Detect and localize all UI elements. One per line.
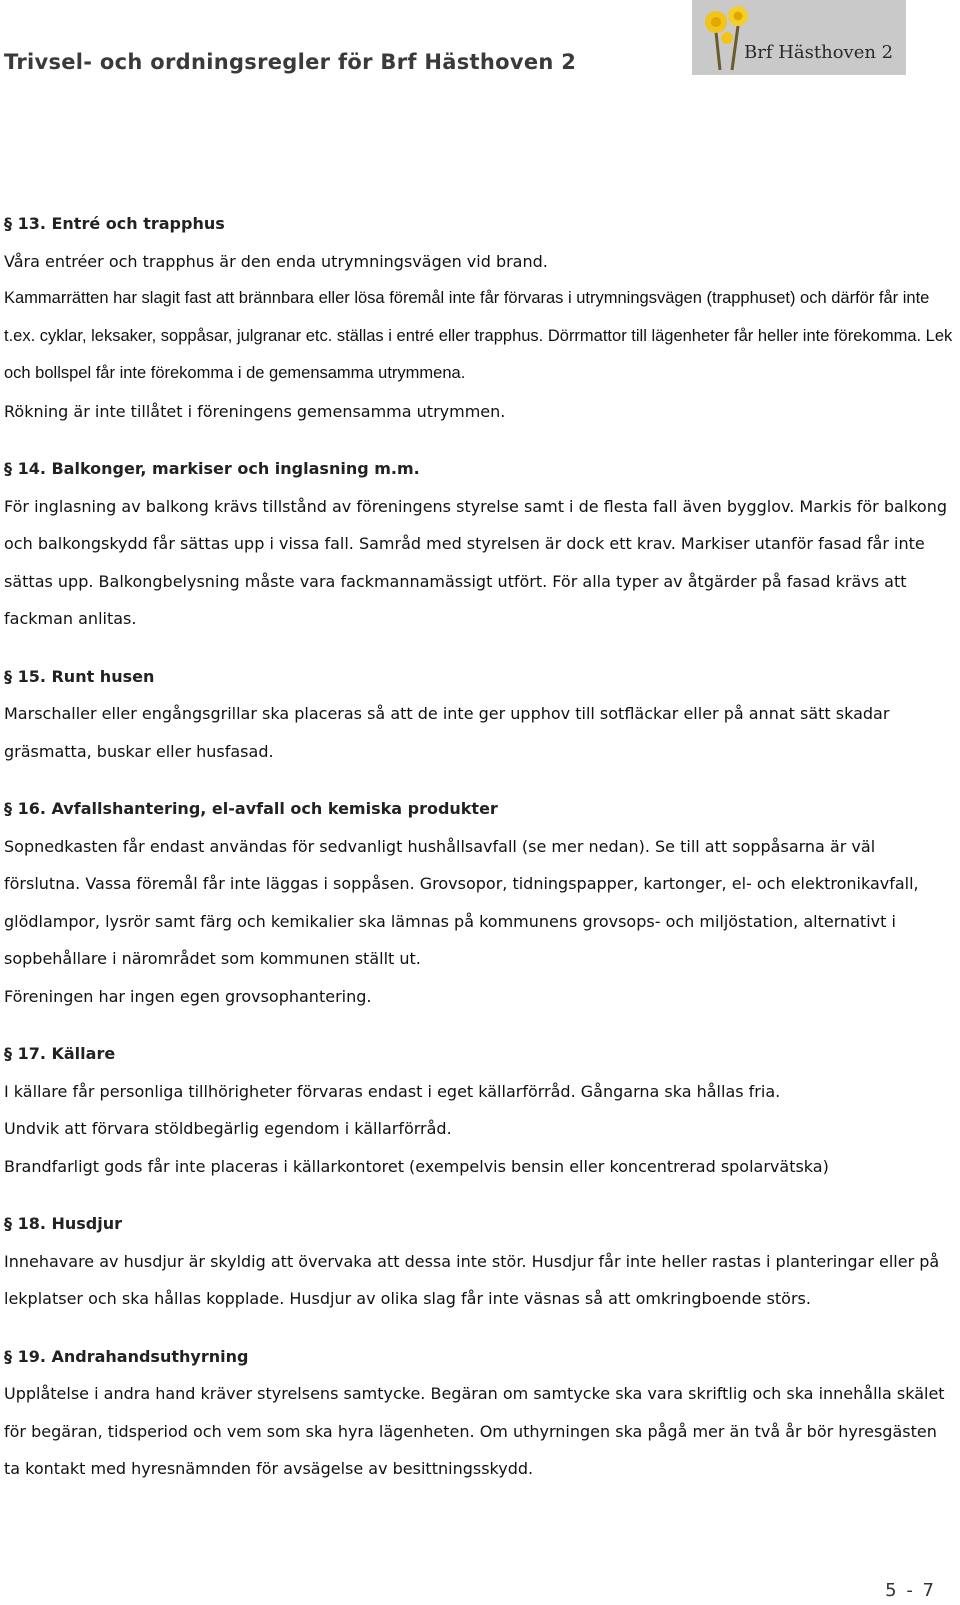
paragraph: Våra entréer och trapphus är den enda utrymningsvägen vid brand. — [4, 251, 548, 271]
section-13 — [4, 205, 954, 430]
page-number: 5 - 7 — [885, 1580, 936, 1601]
document-title: Trivsel- och ordningsregler för Brf Hästhoven 2 — [4, 50, 577, 74]
section-heading: § 13. Entré och trapphus — [4, 214, 225, 233]
paragraph: Föreningen har ingen egen grovsophantering. — [4, 986, 372, 1006]
section-16 — [4, 790, 954, 1015]
document-body — [4, 205, 954, 1508]
association-logo — [692, 0, 906, 75]
paragraph: Rökning är inte tillåtet i föreningens gemensamma utrymmen. — [4, 401, 506, 421]
paragraph: Undvik att förvara stöldbegärlig egendom i källarförråd. — [4, 1119, 452, 1138]
logo-text: Brf Hästhoven 2 — [744, 42, 894, 63]
section-19 — [4, 1338, 954, 1488]
paragraph: Upplåtelse i andra hand kräver styrelsens samtycke. Begäran om samtycke ska vara skriftlig och ska innehålla skälet för begäran, tidsperiod och vem som ska hyra lägenheten. Om uthyrningen ska pågå mer än två år bör hyresgästen ta kontakt med hyresnämnden för avsägelse av besittningsskydd. — [4, 1384, 945, 1478]
paragraph: Sopnedkasten får endast användas för sedvanligt hushållsavfall (se mer nedan). Se till att soppåsarna är väl förslutna. Vassa föremål får inte läggas i soppåsen. Grovsopor, tidningspapper, kartonger, el- och elektronikavfall, glödlampor, lysrör samt färg och kemikalier ska lämnas på kommunens grovsops- och miljöstation, alternativt i sopbehållare i närområdet som kommunen ställt ut. — [4, 836, 919, 968]
section-heading: § 14. Balkonger, markiser och inglasning m.m. — [4, 459, 420, 478]
section-heading: § 18. Husdjur — [4, 1214, 123, 1233]
paragraph: Brandfarligt gods får inte placeras i källarkontoret (exempelvis bensin eller koncentrerad spolarvätska) — [4, 1156, 829, 1176]
paragraph: Innehavare av husdjur är skyldig att övervaka att dessa inte stör. Husdjur får inte heller rastas i planteringar eller på lekplatser och ska hållas kopplade. Husdjur av olika slag får inte väsnas så att omkringboende störs. — [4, 1251, 940, 1308]
section-17 — [4, 1035, 954, 1185]
section-heading: § 17. Källare — [4, 1044, 116, 1063]
paragraph: För inglasning av balkong krävs tillstånd av föreningens styrelse samt i de flesta fall även bygglov. Markis för balkong och balkongskydd får sättas upp i vissa fall. Samråd med styrelsen är dock ett krav. Markiser utanför fasad får inte sättas upp. Balkongbelysning måste vara fackmannamässigt utfört. För alla typer av åtgärder på fasad krävs att fackman anlitas. — [4, 496, 948, 628]
section-heading: § 19. Andrahandsuthyrning — [4, 1346, 249, 1366]
section-heading: § 16. Avfallshantering, el-avfall och kemiska produkter — [4, 799, 498, 818]
paragraph: Marschaller eller engångsgrillar ska placeras så att de inte ger upphov till sotfläckar eller på annat sätt skadar gräsmatta, buskar eller husfasad. — [4, 704, 890, 761]
section-heading: § 15. Runt husen — [4, 666, 155, 686]
paragraph: Kammarrätten har slagit fast att brännbara eller lösa föremål inte får förvaras i utrymningsvägen (trapphuset) och därför får inte t.ex. cyklar, leksaker, soppåsar, julgranar etc. ställas i entré eller trapphus. Dörrmattor till lägenheter får heller inte förekomma. Lek och bollspel får inte förekomma i de gemensamma utrymmena. — [4, 289, 953, 382]
section-18 — [4, 1205, 954, 1318]
section-14 — [4, 450, 954, 638]
section-15 — [4, 658, 954, 771]
paragraph: I källare får personliga tillhörigheter förvaras endast i eget källarförråd. Gångarna ska hållas fria. — [4, 1081, 781, 1101]
